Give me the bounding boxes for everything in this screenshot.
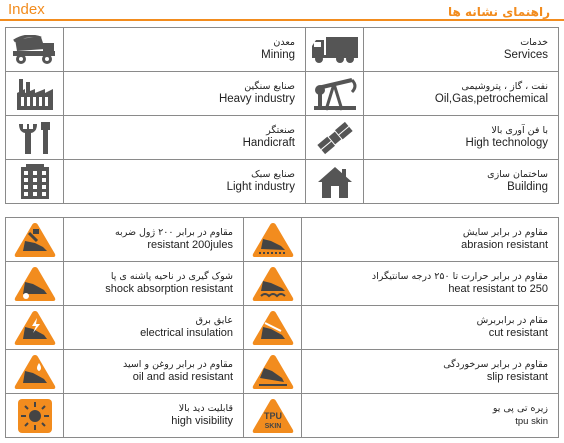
feature-icon-cell	[6, 350, 64, 394]
industry-label-fa: ساختمان سازی	[487, 169, 548, 180]
index-title-persian: راهنمای نشانه ها	[448, 5, 550, 19]
industry-label-en: High technology	[465, 137, 548, 149]
table-row	[6, 262, 559, 306]
industry-label-en: Mining	[261, 49, 295, 61]
index-title: Index	[8, 1, 45, 18]
table-row	[6, 28, 559, 72]
feature-label-en: shock absorption resistant	[105, 283, 233, 295]
feature-label-cell	[302, 218, 559, 262]
industry-label-en: Building	[507, 181, 548, 193]
industry-label-fa: صنعتگر	[266, 125, 295, 136]
feature-label-fa: مقاوم در برابر سرخوردگی	[443, 359, 548, 370]
industry-label-fa: نفت ، گاز ، پتروشیمی	[461, 81, 548, 92]
oil-pump-icon	[312, 76, 358, 112]
industry-label-en: Handicraft	[242, 137, 295, 149]
feature-icon-cell	[6, 306, 64, 350]
industries-table	[5, 27, 559, 204]
industry-icon-cell	[306, 116, 364, 160]
tpu-badge-bottom: SKIN	[264, 422, 281, 430]
feature-label-en: cut resistant	[488, 327, 548, 339]
slip-warning-icon	[251, 353, 295, 391]
mining-truck-icon	[11, 35, 59, 65]
feature-label-en: heat resistant to 250	[448, 283, 548, 295]
header-rule	[0, 19, 564, 21]
industry-label-cell	[364, 72, 559, 116]
feature-label-en: slip resistant	[486, 371, 548, 383]
shock-absorption-warning-icon	[13, 265, 57, 303]
feature-label-fa: زیره تی پی یو	[492, 403, 548, 414]
feature-icon-cell	[244, 262, 302, 306]
industry-label-cell	[64, 116, 306, 160]
tools-icon	[15, 120, 55, 156]
industry-label-en: Services	[503, 49, 548, 61]
feature-label-fa: مقاوم در برابر روغن و اسید	[122, 359, 233, 370]
impact-warning-icon	[13, 221, 57, 259]
industry-label-cell	[64, 72, 306, 116]
table-row	[6, 306, 559, 350]
feature-icon-cell	[244, 394, 302, 438]
heat-warning-icon	[251, 265, 295, 303]
feature-label-cell	[64, 218, 244, 262]
feature-label-fa: مقاوم در برابر سایش	[462, 227, 548, 238]
feature-icon-cell	[244, 306, 302, 350]
tpu-badge-top: TPU	[263, 410, 282, 421]
feature-label-en: oil and asid resistant	[132, 371, 233, 383]
feature-label-cell	[64, 350, 244, 394]
industry-label-cell	[364, 160, 559, 204]
feature-icon-cell	[244, 350, 302, 394]
industry-label-cell	[64, 28, 306, 72]
electrical-warning-icon	[13, 309, 57, 347]
high-visibility-warning-icon	[14, 397, 56, 435]
industry-label-fa: معدن	[273, 37, 295, 48]
features-table	[5, 217, 559, 438]
house-icon	[316, 164, 354, 200]
feature-label-cell	[302, 350, 559, 394]
feature-label-en: tpu skin	[515, 416, 548, 427]
industry-label-fa: صنایع سنگین	[244, 81, 295, 92]
feature-label-cell	[64, 262, 244, 306]
feature-label-cell	[64, 306, 244, 350]
feature-label-fa: مقاوم در برابر حرارت تا ۲۵۰ درجه سانتیگراد	[371, 271, 548, 282]
table-row	[6, 394, 559, 438]
industry-icon-cell	[6, 72, 64, 116]
cut-warning-icon	[251, 309, 295, 347]
industry-label-cell	[364, 28, 559, 72]
feature-label-en: resistant 200jules	[147, 239, 233, 251]
table-row	[6, 218, 559, 262]
feature-label-en: high visibility	[171, 415, 233, 427]
table-row	[6, 160, 559, 204]
industry-label-fa: صنایع سبک	[251, 169, 295, 180]
table-row	[6, 350, 559, 394]
feature-icon-cell	[244, 218, 302, 262]
industry-label-en: Oil,Gas,petrochemical	[434, 93, 548, 105]
industry-label-fa: با فن آوری بالا	[491, 125, 548, 136]
feature-label-cell	[64, 394, 244, 438]
office-building-icon	[18, 164, 52, 200]
table-row	[6, 116, 559, 160]
factory-icon	[15, 77, 55, 111]
delivery-truck-icon	[310, 35, 360, 65]
industry-icon-cell	[6, 160, 64, 204]
satellite-icon	[315, 120, 355, 156]
industry-label-cell	[364, 116, 559, 160]
oil-acid-warning-icon	[13, 353, 57, 391]
feature-label-en: abrasion resistant	[461, 239, 548, 251]
industry-label-en: Heavy industry	[218, 93, 295, 105]
feature-label-cell	[302, 262, 559, 306]
industry-label-en: Light industry	[226, 181, 295, 193]
table-row	[6, 72, 559, 116]
industry-icon-cell	[306, 160, 364, 204]
tpu-skin-icon	[251, 397, 295, 435]
feature-label-fa: شوک گیری در ناحیه پاشنه ی پا	[110, 271, 233, 282]
feature-label-fa: مقاوم در برابر ۲۰۰ ژول ضربه	[114, 227, 233, 238]
feature-icon-cell	[6, 394, 64, 438]
feature-icon-cell	[6, 262, 64, 306]
industry-label-fa: خدمات	[520, 37, 548, 48]
feature-label-fa: قابلیت دید بالا	[178, 403, 233, 414]
industry-label-cell	[64, 160, 306, 204]
industry-icon-cell	[306, 28, 364, 72]
industry-icon-cell	[306, 72, 364, 116]
industry-icon-cell	[6, 116, 64, 160]
feature-label-cell	[302, 306, 559, 350]
feature-label-cell	[302, 394, 559, 438]
abrasion-warning-icon	[251, 221, 295, 259]
feature-label-fa: مقام در برابربرش	[476, 315, 548, 326]
feature-label-en: electrical insulation	[140, 327, 233, 339]
feature-icon-cell	[6, 218, 64, 262]
feature-label-fa: عایق برق	[195, 315, 233, 326]
industry-icon-cell	[6, 28, 64, 72]
